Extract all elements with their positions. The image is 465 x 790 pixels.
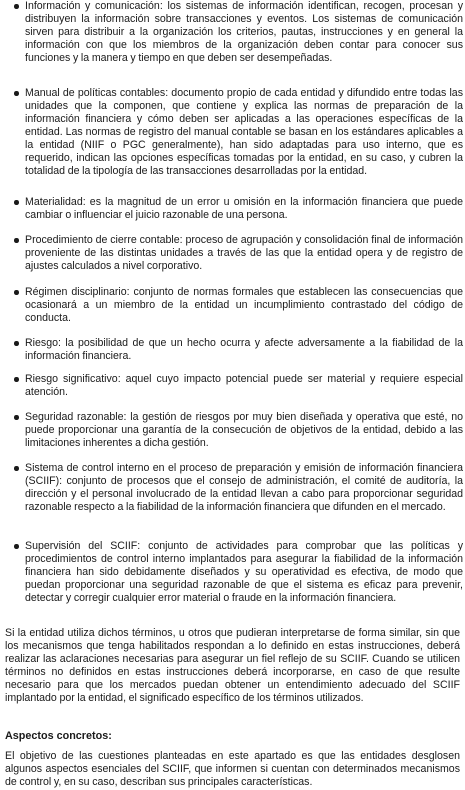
closing-paragraph: Si la entidad utiliza dichos términos, u otros que pudieran interpretarse de forma similar, sin que los mecanismos que tenga habilitados respondan a lo definido en estas instrucciones, deberá realizar las aclaraciones necesarias para asegurar un fiel reflejo de su SCIIF. Cuando se utilicen términos no definidos en estas instrucciones deberá incorporarse, en caso de que resulte necesario para que los mercados puedan obtener un entendimiento adecuado del SCIIF implantado por la entidad, el significado específico de los términos utilizados. <box>5 627 460 704</box>
list-item-sciif <box>8 462 463 514</box>
bullet-icon <box>14 91 19 96</box>
list-item-regimen-disciplinario <box>8 286 463 325</box>
bullet-icon <box>14 466 19 471</box>
list-item-informacion-comunicacion <box>8 0 463 65</box>
list-item-supervision-sciif <box>8 540 463 605</box>
bullet-icon <box>14 341 19 346</box>
list-item-text: Supervisión del SCIIF: conjunto de actividades para comprobar que las políticas y procedimientos de control interno implantados para asegurar la fiabilidad de la información financiera han sido debidamente diseñados y su operatividad es efectiva, de modo que puedan proporcionar una seguridad razonable de que el sistema es eficaz para prevenir, detectar y corregir cualquier error material o fraude en la información financiera. <box>25 540 463 604</box>
list-item-text: Información y comunicación: los sistemas de información identifican, recogen, procesan y distribuyen la información sobre transacciones y eventos. Los sistemas de comunicación sirven para distribuir a la organización los criterios, pautas, instrucciones y en general la información con que los miembros de la organización deben contar para conocer sus funciones y la manera y tiempo en que deben ser desempeñadas. <box>25 0 463 64</box>
list-item-text: Seguridad razonable: la gestión de riesgos por muy bien diseñada y operativa que esté, no puede proporcionar una garantía de la consecución de objetivos de la entidad, debido a las limitaciones inherentes a dicha gestión. <box>25 411 463 449</box>
section-heading: Aspectos concretos: <box>5 730 112 742</box>
list-item-text: Materialidad: es la magnitud de un error u omisión en la información financiera que puede cambiar o influenciar el juicio razonable de una persona. <box>25 196 463 221</box>
section-paragraph: El objetivo de las cuestiones planteadas en este apartado es que las entidades desglosen algunos aspectos esenciales del SCIIF, que informen si cuentan con determinados mecanismos de control y, en su caso, describan sus principales características. <box>5 750 460 788</box>
bullet-icon <box>14 377 19 382</box>
list-item-text: Riesgo: la posibilidad de que un hecho ocurra y afecte adversamente a la fiabilidad de la información financiera. <box>25 337 463 362</box>
bullet-icon <box>14 290 19 295</box>
list-item-cierre-contable <box>8 234 463 273</box>
list-item-seguridad-razonable <box>8 411 463 450</box>
list-item-text: Riesgo significativo: aquel cuyo impacto potencial puede ser material y requiere especial atención. <box>25 373 463 398</box>
bullet-icon <box>14 544 19 549</box>
bullet-icon <box>14 4 19 9</box>
list-item-riesgo-significativo <box>8 373 463 399</box>
list-item-manual-politicas <box>8 87 463 178</box>
list-item-text: Procedimiento de cierre contable: proceso de agrupación y consolidación final de información proveniente de las distintas unidades a través de las que la entidad opera y de registro de ajustes calculados a nivel corporativo. <box>25 234 463 272</box>
bullet-icon <box>14 238 19 243</box>
list-item-text: Régimen disciplinario: conjunto de normas formales que establecen las consecuencias que ocasionará a un miembro de la entidad un incumplimiento contrastado del código de conducta. <box>25 286 463 324</box>
bullet-icon <box>14 200 19 205</box>
list-item-riesgo <box>8 337 463 363</box>
list-item-materialidad <box>8 196 463 222</box>
list-item-text: Sistema de control interno en el proceso de preparación y emisión de información financiera (SCIIF): conjunto de procesos que el consejo de administración, el comité de auditoría, la dirección y el personal involucrado de la entidad llevan a cabo para proporcionar seguridad razonable respecto a la fiabilidad de la información financiera que difunden en el mercado. <box>25 462 463 513</box>
bullet-icon <box>14 415 19 420</box>
list-item-text: Manual de políticas contables: documento propio de cada entidad y difundido entre todas las unidades que la componen, que contiene y explica las normas de preparación de la información financiera y cómo deben ser aplicadas a las operaciones específicas de la entidad. Las normas de registro del manual contable se basan en los estándares aplicables a la entidad (NIIF o PGC generalmente), han sido adaptadas para uso interno, que es requerido, indican las opciones específicas tomadas por la entidad, en su caso, y cubren la totalidad de la tipología de las transacciones desarrolladas por la entidad. <box>25 87 463 177</box>
